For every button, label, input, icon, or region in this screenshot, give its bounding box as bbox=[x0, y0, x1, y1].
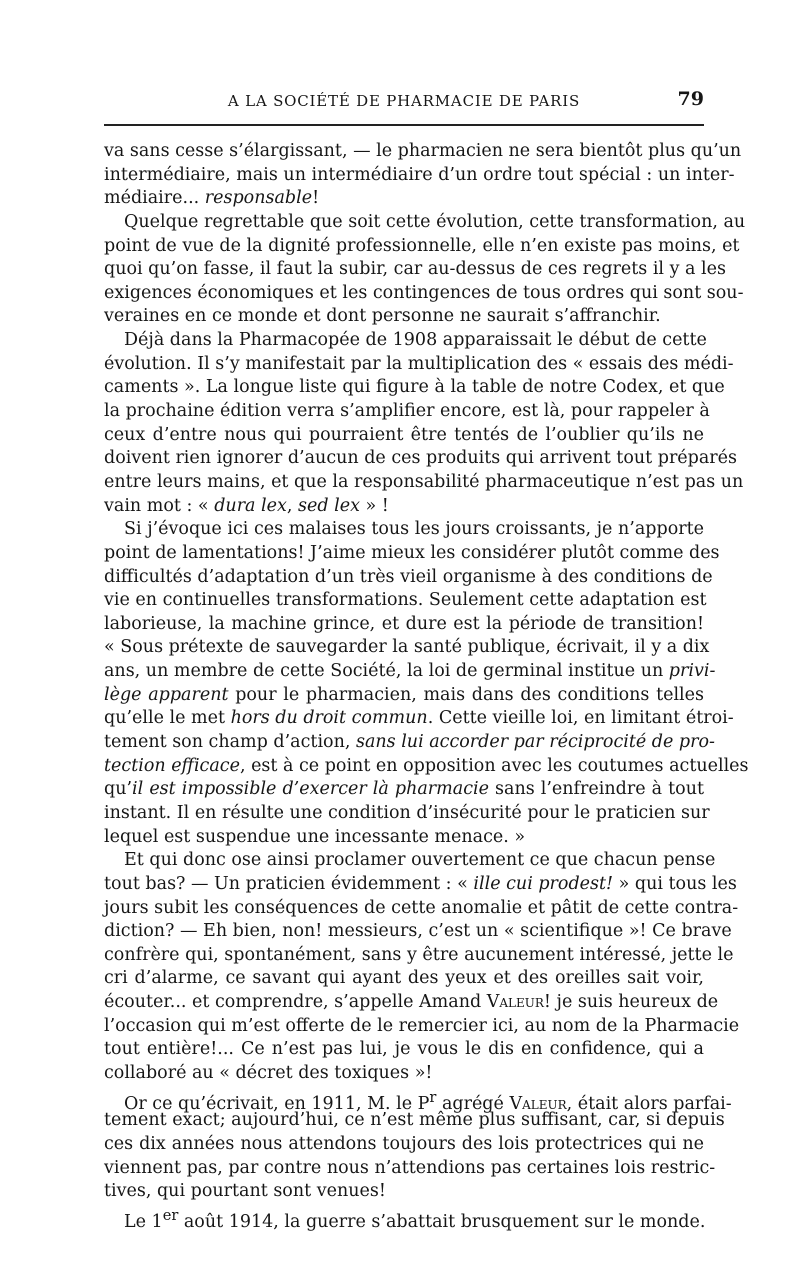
text-line: tives, qui pourtant sont venues! bbox=[104, 1181, 386, 1202]
page-number: 79 bbox=[677, 88, 704, 110]
text-line: médiaire... responsable! bbox=[104, 188, 320, 209]
text-line: lège apparent pour le pharmacien, mais dans des conditions telles bbox=[104, 684, 704, 705]
text-line: collaboré au « décret des toxiques »! bbox=[104, 1062, 433, 1083]
text-line: la prochaine édition verra s’amplifier encore, est là, pour rappeler à bbox=[104, 401, 710, 422]
text-line: caments ». La longue liste qui figure à la table de notre Codex, et que bbox=[104, 377, 725, 398]
text-line: Quelque regrettable que soit cette évolution, cette transformation, au bbox=[124, 211, 746, 232]
text-line: lequel est suspendue une incessante menace. » bbox=[104, 826, 526, 847]
text-line: « Sous prétexte de sauvegarder la santé publique, écrivait, il y a dix bbox=[104, 637, 710, 658]
text-line: diction? — Eh bien, non! messieurs, c’est un « scientifique »! Ce brave bbox=[104, 921, 732, 942]
text-line: écouter... et comprendre, s’appelle Amand Valeur! je suis heureux de bbox=[104, 992, 719, 1013]
text-line: viennent pas, par contre nous n’attendions pas certaines lois restric- bbox=[104, 1157, 716, 1178]
text-line: tection efficace, est à ce point en opposition avec les coutumes actuelles bbox=[104, 755, 749, 776]
text-line: évolution. Il s’y manifestait par la multiplication des « essais des médi- bbox=[104, 353, 734, 374]
running-header bbox=[104, 88, 704, 118]
text-line: Déjà dans la Pharmacopée de 1908 apparaissait le début de cette bbox=[124, 330, 707, 351]
text-line: tout bas? — Un praticien évidemment : « ille cui prodest! » qui tous les bbox=[104, 873, 737, 894]
text-line: va sans cesse s’élargissant, — le pharmacien ne sera bientôt plus qu’un bbox=[104, 141, 742, 161]
text-line: laborieuse, la machine grince, et dure est la période de transition! bbox=[104, 613, 704, 634]
text-line: vie en continuelles transformations. Seulement cette adaptation est bbox=[104, 590, 707, 611]
text-line: ans, un membre de cette Société, la loi de germinal institue un privi- bbox=[104, 661, 716, 682]
text-line: tement exact; aujourd’hui, ce n’est même plus suffisant, car, si depuis bbox=[104, 1110, 725, 1131]
text-line: Le 1er août 1914, la guerre s’abattait brusquement sur le monde. bbox=[124, 1206, 706, 1232]
body-text bbox=[104, 140, 749, 1232]
text-line: qu’elle le met hors du droit commun. Cette vieille loi, en limitant étroi- bbox=[104, 708, 734, 729]
text-line: jours subit les conséquences de cette anomalie et pâtit de cette contra- bbox=[104, 897, 739, 918]
text-line: vain mot : « dura lex, sed lex » ! bbox=[104, 495, 389, 516]
text-line: point de lamentations! J’aime mieux les considérer plutôt comme des bbox=[104, 542, 720, 563]
header-rule bbox=[104, 124, 704, 126]
text-line: point de vue de la dignité professionnelle, elle n’en existe pas moins, et bbox=[104, 235, 740, 256]
text-line: Si j’évoque ici ces malaises tous les jours croissants, je n’apporte bbox=[124, 519, 704, 540]
text-line: tout entière!... Ce n’est pas lui, je vous le dis en confidence, qui a bbox=[104, 1039, 704, 1060]
text-line: entre leurs mains, et que la responsabilité pharmaceutique n’est pas un bbox=[104, 471, 744, 492]
text-line: difficultés d’adaptation d’un très vieil organisme à des conditions de bbox=[104, 566, 713, 587]
text-line: veraines en ce monde et dont personne ne saurait s’affranchir. bbox=[104, 306, 661, 327]
text-line: cri d’alarme, ce savant qui ayant des yeux et des oreilles sait voir, bbox=[104, 968, 704, 989]
text-line: Et qui donc ose ainsi proclamer ouvertement ce que chacun pense bbox=[124, 850, 716, 871]
running-title: A LA SOCIÉTÉ DE PHARMACIE DE PARIS bbox=[227, 92, 581, 110]
text-line: Or ce qu’écrivait, en 1911, M. le $P^r$ agrégé Valeur, était alors parfai- bbox=[124, 1088, 732, 1114]
text-line: quoi qu’on fasse, il faut la subir, car au-dessus de ces regrets il y a les bbox=[104, 259, 726, 280]
text-line: confrère qui, spontanément, sans y être aucunement intéressé, jette le bbox=[104, 944, 734, 965]
text-line: ces dix années nous attendons toujours des lois protectrices qui ne bbox=[104, 1133, 704, 1154]
text-line: qu’il est impossible d’exercer là pharmacie sans l’enfreindre à tout bbox=[104, 779, 705, 800]
text-line: exigences économiques et les contingences de tous ordres qui sont sou- bbox=[104, 282, 744, 303]
text-line: intermédiaire, mais un intermédiaire d’un ordre tout spécial : un inter- bbox=[104, 164, 735, 185]
text-line: l’occasion qui m’est offerte de le remercier ici, au nom de la Pharmacie bbox=[104, 1015, 740, 1036]
text-line: ceux d’entre nous qui pourraient être tentés de l’oublier qu’ils ne bbox=[104, 424, 704, 445]
text-line: tement son champ d’action, sans lui accorder par réciprocité de pro- bbox=[104, 732, 715, 753]
text-line: doivent rien ignorer d’aucun de ces produits qui arrivent tout préparés bbox=[104, 448, 737, 469]
text-line: instant. Il en résulte une condition d’insécurité pour le praticien sur bbox=[104, 802, 710, 823]
